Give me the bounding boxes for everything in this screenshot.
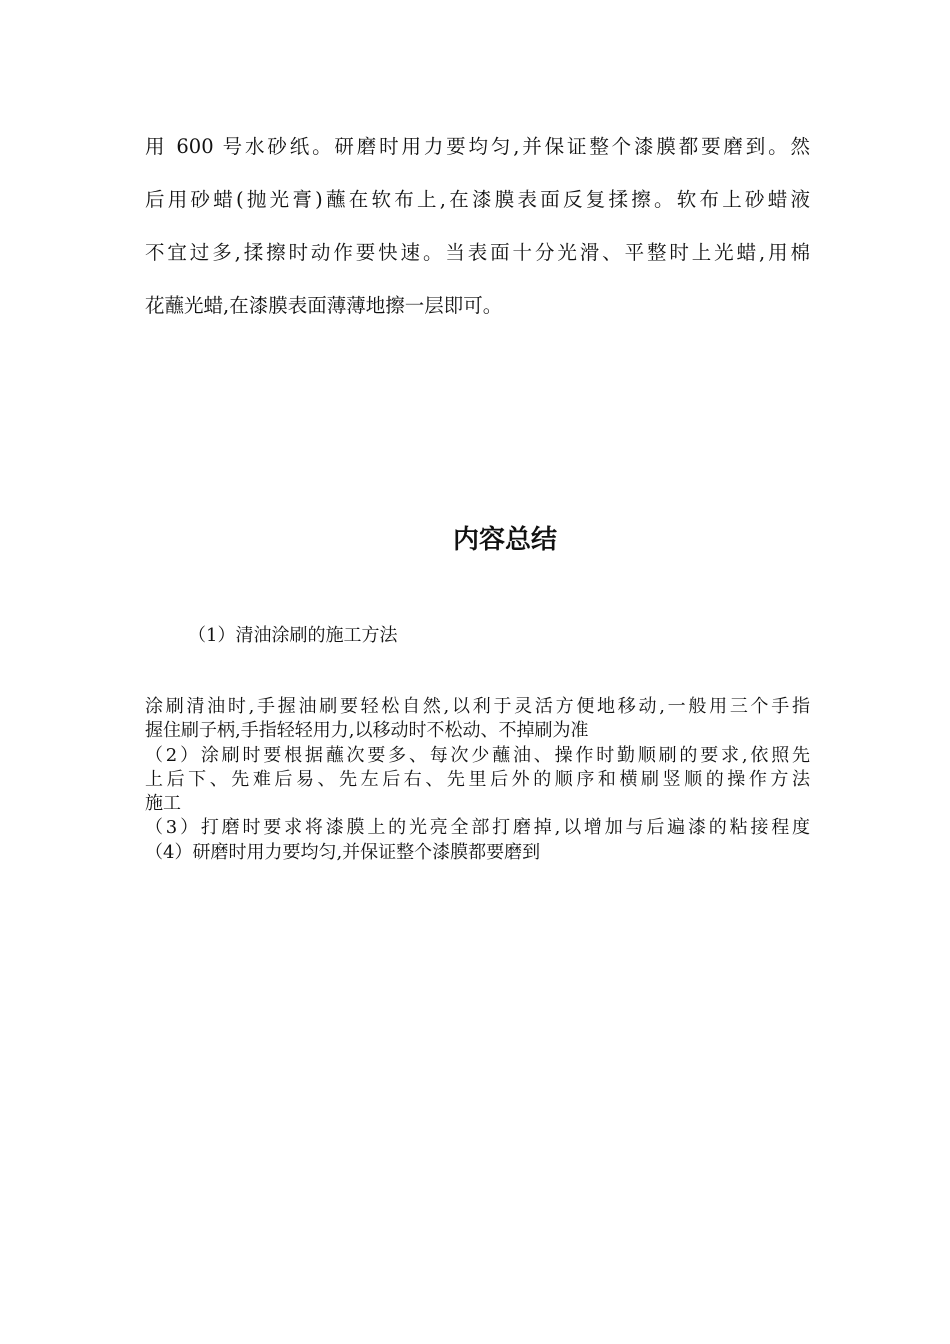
summary-line: 涂刷清油时,手握油刷要轻松自然,以利于灵活方便地移动,一般用三个手指 [145, 696, 810, 717]
summary-title: 内容总结 [452, 525, 557, 555]
summary-line: （3）打磨时要求将漆膜上的光亮全部打磨掉,以增加与后遍漆的粘接程度 [145, 817, 810, 839]
summary-subtitle: （1）清油涂刷的施工方法 [188, 625, 398, 646]
summary-line: （2）涂刷时要根据蘸次要多、每次少蘸油、操作时勤顺刷的要求,依照先 [145, 744, 810, 766]
paragraph-line: 花蘸光蜡,在漆膜表面薄薄地擦一层即可。 [145, 294, 503, 317]
summary-line: 上后下、先难后易、先左后右、先里后外的顺序和横刷竖顺的操作方法 [145, 768, 810, 790]
paragraph-line: 后用砂蜡(抛光膏)蘸在软布上,在漆膜表面反复揉擦。软布上砂蜡液 [145, 188, 810, 211]
top-paragraph [145, 120, 810, 332]
summary-line: 握住刷子柄,手指轻轻用力,以移动时不松动、不掉刷为准 [145, 720, 589, 742]
summary-body [145, 695, 810, 865]
summary-line: 施工 [145, 793, 181, 815]
paragraph-line: 用 600 号水砂纸。研磨时用力要均匀,并保证整个漆膜都要磨到。然 [145, 135, 810, 158]
paragraph-line: 不宜过多,揉擦时动作要快速。当表面十分光滑、平整时上光蜡,用棉 [145, 241, 810, 264]
summary-line: （4）研磨时用力要均匀,并保证整个漆膜都要磨到 [145, 841, 541, 863]
